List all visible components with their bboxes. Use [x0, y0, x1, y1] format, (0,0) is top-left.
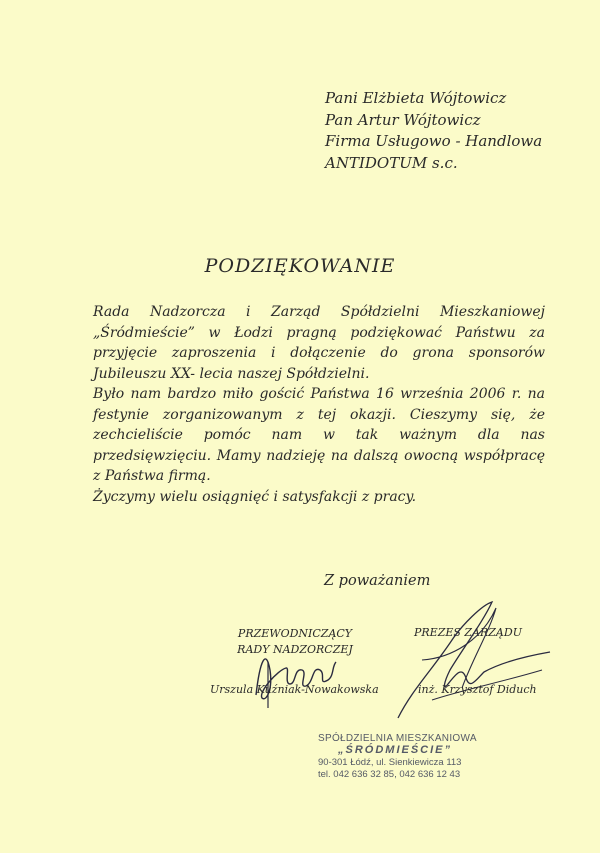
right-signatory-name: inż. Krzysztof Diduch [418, 683, 537, 696]
stamp-phone: tel. 042 636 32 85, 042 636 12 43 [318, 769, 461, 780]
letter-body [93, 302, 545, 507]
signature-right-icon [392, 600, 552, 720]
right-signatory-role: PREZES ZARZĄDU [414, 626, 522, 639]
left-role-line: PRZEWODNICZĄCY [237, 627, 353, 640]
recipient-line: Pan Artur Wójtowicz [325, 110, 481, 129]
body-paragraph: Rada Nadzorcza i Zarząd Spółdzielni Mieszkaniowej „Śródmieście” w Łodzi pragną podziękować Państwu za przyjęcie zaproszenia i dołączenie do grona sponsorów Jubileuszu XX- lecia naszej Spółdzielni. [93, 304, 545, 382]
body-paragraph: Było nam bardzo miło gościć Państwa 16 września 2006 r. na festynie zorganizowanym z tej okazji. Cieszymy się, że zechcieliście pomóc nam w tak ważnym dla nas przedsięwzięciu. Mamy nadzieję na dalszą owocną współpracę z Państwa firmą. [93, 386, 545, 484]
stamp-address: 90-301 Łódź, ul. Sienkiewicza 113 [318, 757, 462, 768]
stamp-org: SPÓŁDZIELNIA MIESZKANIOWA [318, 733, 477, 744]
stamp-name: „ŚRÓDMIEŚCIE” [338, 744, 453, 756]
letter-title: PODZIĘKOWANIE [204, 255, 396, 277]
closing-text: Z poważaniem [324, 573, 431, 589]
recipient-block [325, 88, 542, 174]
recipient-line: Pani Elżbieta Wójtowicz [325, 89, 507, 107]
left-role-line: RADY NADZORCZEJ [237, 643, 353, 656]
body-paragraph: Życzymy wielu osiągnięć i satysfakcji z pracy. [93, 488, 417, 505]
organization-stamp [318, 733, 548, 781]
recipient-line: Firma Usługowo - Handlowa [325, 132, 543, 150]
recipient-line: ANTIDOTUM s.c. [325, 153, 458, 172]
left-signatory-name: Urszula Kuźniak-Nowakowska [210, 683, 379, 696]
signature-left-icon [248, 640, 343, 710]
